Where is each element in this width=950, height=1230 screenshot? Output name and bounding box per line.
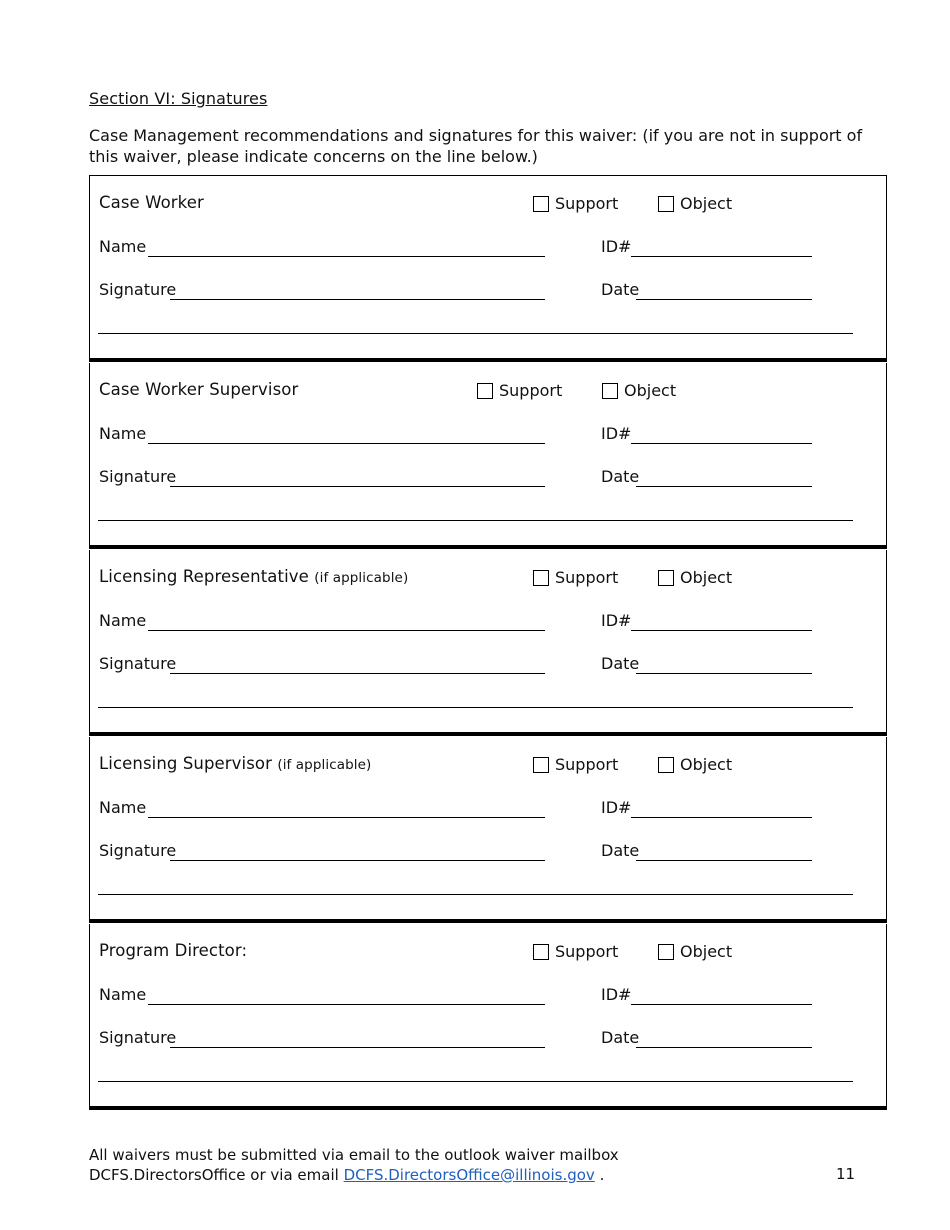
id-field[interactable]	[631, 817, 812, 818]
name-label: Name	[99, 237, 147, 256]
date-label: Date	[601, 280, 640, 299]
date-field[interactable]	[636, 299, 812, 300]
name-field[interactable]	[148, 256, 545, 257]
object-checkbox[interactable]	[658, 570, 674, 586]
signature-block-program-director	[89, 924, 887, 1106]
object-label: Object	[680, 194, 733, 213]
date-label: Date	[601, 654, 640, 673]
signature-field[interactable]	[170, 860, 545, 861]
signature-field[interactable]	[170, 486, 545, 487]
section-intro: Case Management recommendations and signatures for this waiver: (if you are not in support of this waiver, please indicate concerns on the line below.)	[89, 126, 863, 166]
name-field[interactable]	[148, 1004, 545, 1005]
role-title: Licensing Supervisor (if applicable)	[99, 754, 372, 773]
concerns-line[interactable]	[98, 707, 853, 708]
name-field[interactable]	[148, 817, 545, 818]
support-checkbox[interactable]	[533, 757, 549, 773]
object-checkbox[interactable]	[658, 196, 674, 212]
concerns-line[interactable]	[98, 894, 853, 895]
object-option[interactable]	[602, 381, 676, 400]
signature-block-case-worker-supervisor	[89, 363, 887, 545]
signature-block-licensing-supervisor	[89, 737, 887, 919]
support-checkbox[interactable]	[533, 944, 549, 960]
role-title: Case Worker Supervisor	[99, 380, 299, 399]
role-title: Case Worker	[99, 193, 204, 212]
role-title: Licensing Representative (if applicable)	[99, 567, 409, 586]
signature-label: Signature	[99, 1028, 177, 1047]
id-field[interactable]	[631, 256, 812, 257]
date-field[interactable]	[636, 486, 812, 487]
page-number: 11	[836, 1165, 856, 1183]
signature-field[interactable]	[170, 1047, 545, 1048]
id-label: ID#	[601, 611, 632, 630]
role-title: Program Director:	[99, 941, 248, 960]
id-label: ID#	[601, 798, 632, 817]
footer-line-2	[89, 1165, 619, 1185]
signature-blocks	[89, 175, 887, 1106]
support-option[interactable]	[477, 381, 562, 400]
support-checkbox[interactable]	[477, 383, 493, 399]
id-label: ID#	[601, 424, 632, 443]
object-label: Object	[680, 568, 733, 587]
id-field[interactable]	[631, 630, 812, 631]
name-field[interactable]	[148, 443, 545, 444]
date-label: Date	[601, 467, 640, 486]
object-checkbox[interactable]	[658, 944, 674, 960]
id-label: ID#	[601, 237, 632, 256]
section-title: Section VI: Signatures	[89, 89, 268, 108]
support-checkbox[interactable]	[533, 196, 549, 212]
support-option[interactable]	[533, 568, 618, 587]
object-option[interactable]	[658, 755, 732, 774]
signature-block-case-worker	[89, 175, 887, 358]
id-label: ID#	[601, 985, 632, 1004]
support-label: Support	[555, 942, 619, 961]
concerns-line[interactable]	[98, 520, 853, 521]
object-label: Object	[624, 381, 677, 400]
support-option[interactable]	[533, 942, 618, 961]
date-label: Date	[601, 841, 640, 860]
support-label: Support	[555, 194, 619, 213]
date-label: Date	[601, 1028, 640, 1047]
name-label: Name	[99, 424, 147, 443]
support-option[interactable]	[533, 194, 618, 213]
footer-line-2-suffix: .	[599, 1166, 605, 1184]
concerns-line[interactable]	[98, 333, 853, 334]
signature-field[interactable]	[170, 673, 545, 674]
date-field[interactable]	[636, 1047, 812, 1048]
object-option[interactable]	[658, 568, 732, 587]
signature-label: Signature	[99, 654, 177, 673]
support-checkbox[interactable]	[533, 570, 549, 586]
object-label: Object	[680, 755, 733, 774]
id-field[interactable]	[631, 1004, 812, 1005]
signature-label: Signature	[99, 280, 177, 299]
name-field[interactable]	[148, 630, 545, 631]
object-label: Object	[680, 942, 733, 961]
footer-line-2-prefix: DCFS.DirectorsOffice or via email	[89, 1166, 339, 1184]
support-label: Support	[555, 568, 619, 587]
name-label: Name	[99, 611, 147, 630]
object-checkbox[interactable]	[602, 383, 618, 399]
footer-note	[89, 1145, 619, 1185]
object-option[interactable]	[658, 194, 732, 213]
email-link[interactable]: DCFS.DirectorsOffice@illinois.gov	[343, 1166, 595, 1184]
support-label: Support	[499, 381, 563, 400]
support-option[interactable]	[533, 755, 618, 774]
id-field[interactable]	[631, 443, 812, 444]
name-label: Name	[99, 798, 147, 817]
signature-field[interactable]	[170, 299, 545, 300]
date-field[interactable]	[636, 860, 812, 861]
signature-label: Signature	[99, 841, 177, 860]
name-label: Name	[99, 985, 147, 1004]
concerns-line[interactable]	[98, 1081, 853, 1082]
signature-block-licensing-representative	[89, 550, 887, 732]
date-field[interactable]	[636, 673, 812, 674]
footer-line-1: All waivers must be submitted via email to the outlook waiver mailbox	[89, 1146, 619, 1164]
support-label: Support	[555, 755, 619, 774]
signature-label: Signature	[99, 467, 177, 486]
object-option[interactable]	[658, 942, 732, 961]
object-checkbox[interactable]	[658, 757, 674, 773]
